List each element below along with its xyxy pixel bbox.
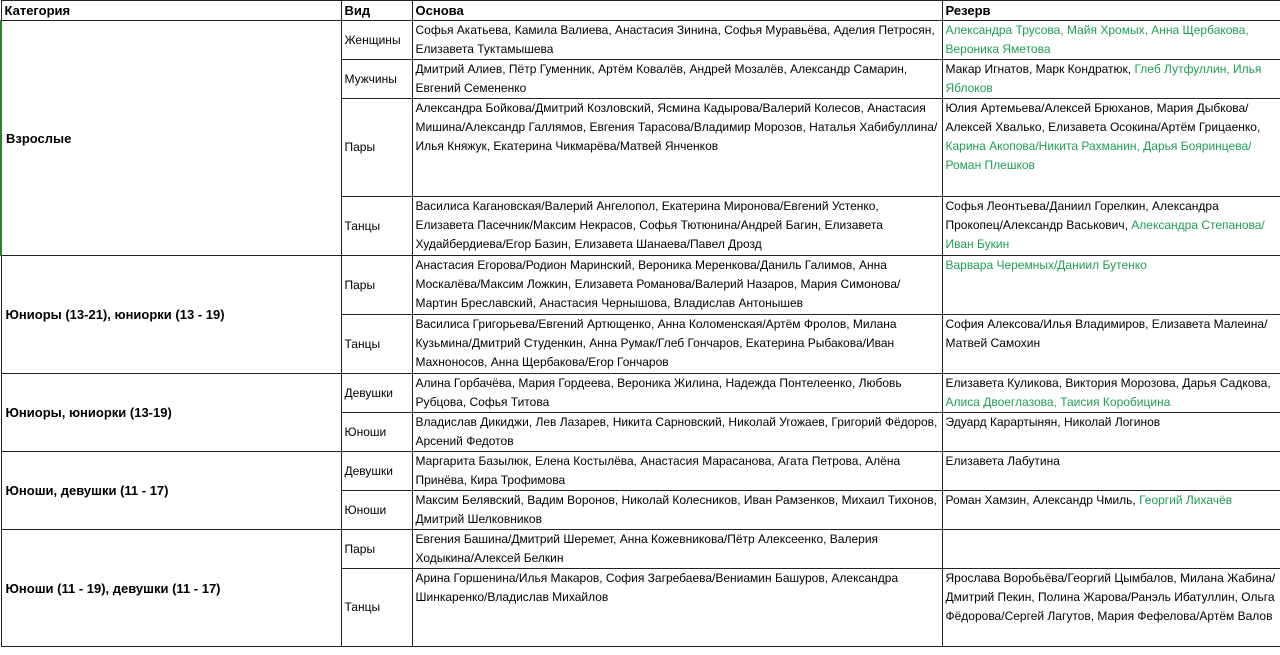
reserve-names: Роман Хамзин, Александр Чмиль, <box>945 493 1140 507</box>
header-reserve[interactable]: Резерв <box>942 1 1280 21</box>
type-cell[interactable]: Танцы <box>341 197 412 256</box>
header-category[interactable]: Категория <box>1 1 341 21</box>
header-row <box>1 1 1280 21</box>
main-cell[interactable]: Алина Горбачёва, Мария Гордеева, Вероника Жилина, Надежда Понтелеенко, Любовь Рубцова, Софья Титова <box>412 374 942 413</box>
reserve-highlighted-names: Алиса Двоеглазова, Таисия Коробицина <box>945 395 1171 409</box>
table-row <box>1 452 1280 491</box>
reserve-names: Макар Игнатов, Марк Кондратюк, <box>945 62 1135 76</box>
reserve-cell[interactable] <box>942 569 1280 647</box>
reserve-names: Елизавета Лабутина <box>945 454 1060 468</box>
table-row <box>1 21 1280 60</box>
main-cell[interactable]: Александра Бойкова/Дмитрий Козловский, Ясмина Кадырова/Валерий Колесов, Анастасия Мишина/Александр Галлямов, Евгения Тарасова/Владимир Морозов, Наталья Хабибуллина/Илья Княжук, Екатерина Чикмарёва/Матвей Янченков <box>412 99 942 197</box>
main-cell[interactable]: Владислав Дикиджи, Лев Лазарев, Никита Сарновский, Николай Угожаев, Григорий Фёдоров, Арсений Федотов <box>412 413 942 452</box>
main-cell[interactable]: Василиса Кагановская/Валерий Ангелопол, Екатерина Миронова/Евгений Устенко, Елизавета Пасечник/Максим Некрасов, Софья Тютюнина/Андрей Багин, Елизавета Худайбердиева/Егор Базин, Елизавета Шанаева/Павел Дрозд <box>412 197 942 256</box>
reserve-highlighted-names: Глеб Лутфуллин, Илья Яблоков <box>945 62 1262 95</box>
reserve-cell[interactable] <box>942 21 1280 60</box>
type-cell[interactable]: Юноши <box>341 413 412 452</box>
category-cell[interactable]: Юниоры (13-21), юниорки (13 - 19) <box>1 256 341 374</box>
type-cell[interactable]: Девушки <box>341 452 412 491</box>
category-cell[interactable]: Юноши, девушки (11 - 17) <box>1 452 341 530</box>
main-cell[interactable]: Софья Акатьева, Камила Валиева, Анастасия Зинина, Софья Муравьёва, Аделия Петросян, Елизавета Туктамышева <box>412 21 942 60</box>
reserve-cell[interactable] <box>942 374 1280 413</box>
reserve-names: София Алексова/Илья Владимиров, Елизавета Малеина/Матвей Самохин <box>945 317 1268 350</box>
table-row <box>1 374 1280 413</box>
reserve-names: Елизавета Куликова, Виктория Морозова, Дарья Садкова, <box>945 376 1271 390</box>
main-cell[interactable]: Маргарита Базылюк, Елена Костылёва, Анастасия Марасанова, Агата Петрова, Алёна Принёва, Кира Трофимова <box>412 452 942 491</box>
main-cell[interactable]: Арина Горшенина/Илья Макаров, София Загребаева/Вениамин Башуров, Александра Шинкаренко/Владислав Михайлов <box>412 569 942 647</box>
type-cell[interactable]: Юноши <box>341 491 412 530</box>
reserve-names: Эдуард Карартынян, Николай Логинов <box>945 415 1161 429</box>
main-cell[interactable]: Максим Белявский, Вадим Воронов, Николай Колесников, Иван Рамзенков, Михаил Тихонов, Дмитрий Шелковников <box>412 491 942 530</box>
reserve-cell[interactable] <box>942 491 1280 530</box>
table-row <box>1 530 1280 569</box>
reserve-names: Ярослава Воробьёва/Георгий Цымбалов, Милана Жабина/Дмитрий Пекин, Полина Жарова/Ранэль Ибатуллин, Ольга Фёдорова/Сергей Лагутов, Мария Фефелова/Артём Валов <box>945 571 1276 623</box>
header-type[interactable]: Вид <box>341 1 412 21</box>
type-cell[interactable]: Танцы <box>341 569 412 647</box>
reserve-cell[interactable] <box>942 315 1280 374</box>
reserve-names: Софья Леонтьева/Даниил Горелкин, Александра Прокопец/Александр Васькович, <box>945 199 1219 232</box>
reserve-highlighted-names: Карина Акопова/Никита Рахманин, Дарья Бояринцева/Роман Плешков <box>945 139 1252 172</box>
reserve-cell[interactable] <box>942 452 1280 491</box>
reserve-cell[interactable] <box>942 530 1280 569</box>
reserve-cell[interactable] <box>942 60 1280 99</box>
main-cell[interactable]: Василиса Григорьева/Евгений Артющенко, Анна Коломенская/Артём Фролов, Милана Кузьмина/Дмитрий Студенкин, Анна Румак/Глеб Гончаров, Екатерина Рыбакова/Иван Махноносов, Анна Щербакова/Егор Гончаров <box>412 315 942 374</box>
type-cell[interactable]: Пары <box>341 530 412 569</box>
type-cell[interactable]: Танцы <box>341 315 412 374</box>
reserve-names: Юлия Артемьева/Алексей Брюханов, Мария Дыбкова/Алексей Хвалько, Елизавета Осокина/Артём Грицаенко, <box>945 101 1261 134</box>
reserve-cell[interactable] <box>942 413 1280 452</box>
main-cell[interactable]: Дмитрий Алиев, Пётр Гуменник, Артём Ковалёв, Андрей Мозалёв, Александр Самарин, Евгений Семененко <box>412 60 942 99</box>
category-cell[interactable]: Юниоры, юниорки (13-19) <box>1 374 341 452</box>
category-cell[interactable]: Юноши (11 - 19), девушки (11 - 17) <box>1 530 341 647</box>
type-cell[interactable]: Женщины <box>341 21 412 60</box>
reserve-highlighted-names: Варвара Черемных/Даниил Бутенко <box>945 258 1147 272</box>
table-row <box>1 256 1280 315</box>
category-cell[interactable]: Взрослые <box>1 21 341 256</box>
reserve-highlighted-names: Александра Трусова, Майя Хромых, Анна Щербакова, Вероника Яметова <box>945 23 1249 56</box>
reserve-cell[interactable] <box>942 197 1280 256</box>
type-cell[interactable]: Пары <box>341 99 412 197</box>
reserve-cell[interactable] <box>942 256 1280 315</box>
type-cell[interactable]: Мужчины <box>341 60 412 99</box>
main-cell[interactable]: Евгения Башина/Дмитрий Шеремет, Анна Кожевникова/Пётр Алексеенко, Валерия Ходыкина/Алексей Белкин <box>412 530 942 569</box>
reserve-cell[interactable] <box>942 99 1280 197</box>
type-cell[interactable]: Пары <box>341 256 412 315</box>
type-cell[interactable]: Девушки <box>341 374 412 413</box>
reserve-highlighted-names: Александра Степанова/Иван Букин <box>945 218 1265 251</box>
reserve-highlighted-names: Георгий Лихачёв <box>1139 493 1233 507</box>
main-cell[interactable]: Анастасия Егорова/Родион Маринский, Вероника Меренкова/Даниль Галимов, Анна Москалёва/Максим Ложкин, Елизавета Романова/Валерий Назаров, Мария Симонова/Мартин Бреславский, Анастасия Чернышова, Владислав Антонышев <box>412 256 942 315</box>
header-main[interactable]: Основа <box>412 1 942 21</box>
